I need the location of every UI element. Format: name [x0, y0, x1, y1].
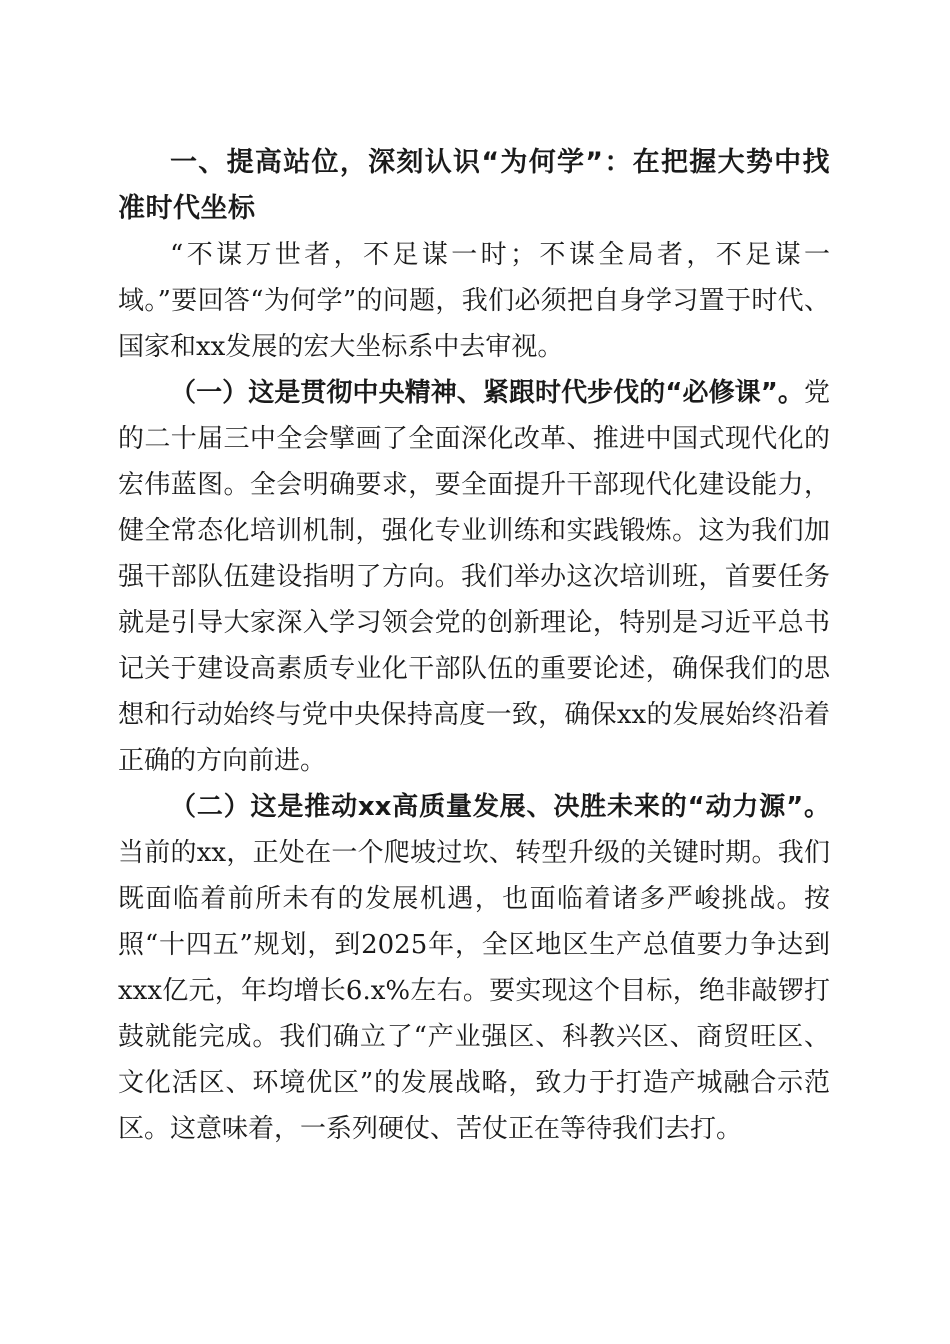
section-heading: 一、提高站位，深刻认识“为何学”：在把握大势中找准时代坐标 [118, 147, 830, 224]
paragraph-text: 当前的xx，正处在一个爬坡过坎、转型升级的关键时期。我们既面临着前所未有的发展机遇，也面临着诸多严峻挑战。按照“十四五”规划，到2025年，全区地区生产总值要力争达到xxx亿元，年均增长6.x%左右。要实现这个目标，绝非敲锣打鼓就能完成。我们确立了“产业强区、科教兴区、商贸旺区、文化活区、环境优区”的发展战略，致力于打造产城融合示范区。这意味着，一系列硬仗、苦仗正在等待我们去打。 [118, 838, 830, 1144]
paragraph-one [118, 370, 830, 784]
paragraph-two [118, 784, 830, 1152]
paragraph-intro [118, 232, 830, 370]
paragraph-text: 党的二十届三中全会擘画了全面深化改革、推进中国式现代化的宏伟蓝图。全会明确要求，要全面提升干部现代化建设能力，健全常态化培训机制，强化专业训练和实践锻炼。这为我们加强干部队伍建设指明了方向。我们举办这次培训班，首要任务就是引导大家深入学习领会党的创新理论，特别是习近平总书记关于建设高素质专业化干部队伍的重要论述，确保我们的思想和行动始终与党中央保持高度一致，确保xx的发展始终沿着正确的方向前进。 [118, 378, 830, 776]
document-body [118, 140, 830, 1152]
subsection-title: （一）这是贯彻中央精神、紧跟时代步伐的“必修课”。 [170, 378, 804, 408]
subsection-title: （二）这是推动xx高质量发展、决胜未来的“动力源”。 [170, 792, 830, 822]
paragraph-text: “不谋万世者，不足谋一时；不谋全局者，不足谋一域。”要回答“为何学”的问题，我们必须把自身学习置于时代、国家和xx发展的宏大坐标系中去审视。 [118, 240, 830, 362]
